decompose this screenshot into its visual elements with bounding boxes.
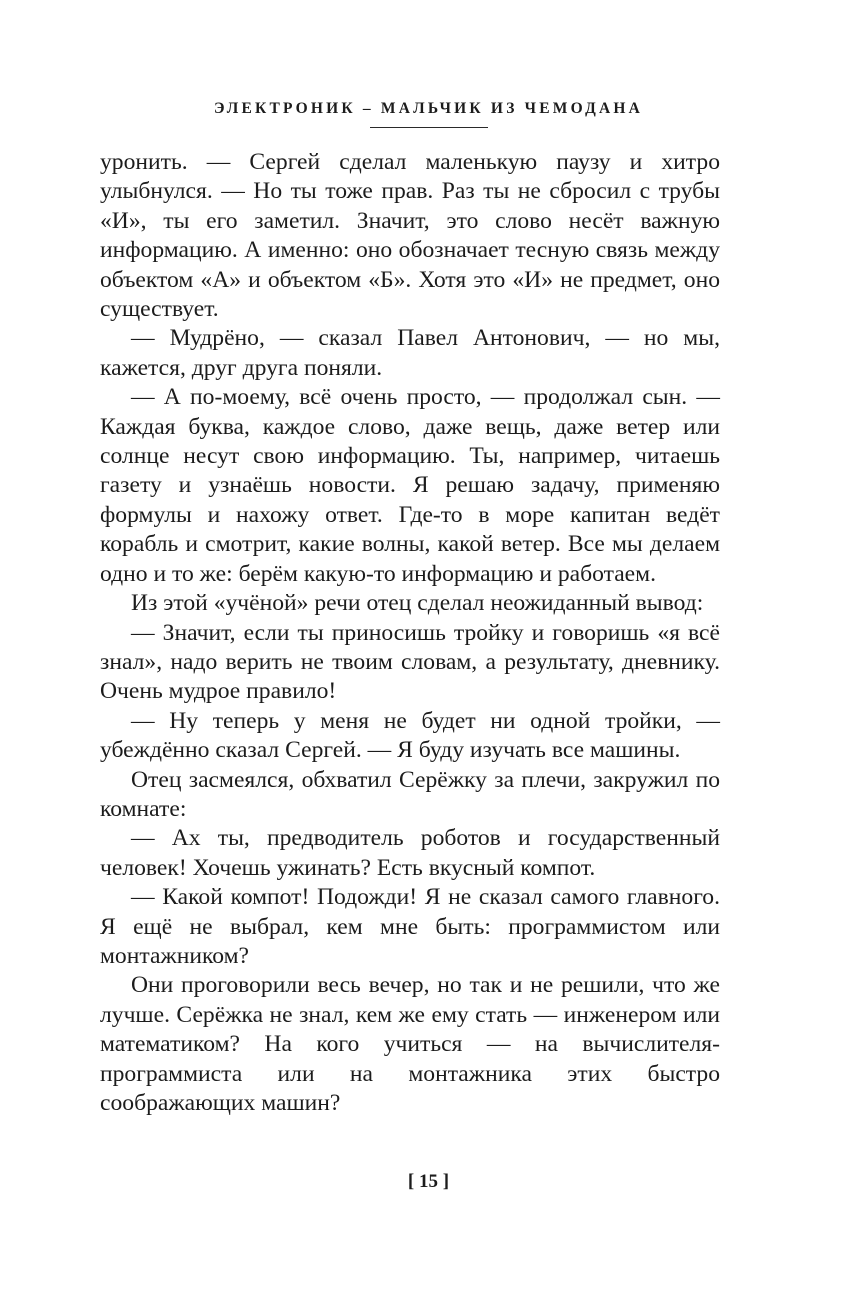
paragraph: — Ах ты, предводитель роботов и государственный человек! Хочешь ужинать? Есть вкусный компот. xyxy=(100,825,720,881)
page-number: [ 15 ] xyxy=(407,1171,450,1192)
paragraph: — А по-моему, всё очень просто, — продолжал сын. — Каждая буква, каждое слово, даже вещь, даже ветер или солнце несут свою информацию. Ты, например, читаешь газету и узнаёшь новости. Я решаю задачу, применяю формулы и нахожу ответ. Где-то в море капитан ведёт корабль и смотрит, какие волны, какой ветер. Все мы делаем одно и то же: берём какую-то информацию и работаем. xyxy=(100,384,720,587)
paragraph: — Ну теперь у меня не будет ни одной тройки, — убеждённо сказал Сергей. — Я буду изучать все машины. xyxy=(100,707,720,764)
running-head-rule xyxy=(370,127,488,128)
body-text xyxy=(100,148,720,1118)
paragraph: — Мудрёно, — сказал Павел Антонович, — но мы, кажется, друг друга поняли. xyxy=(100,325,720,381)
paragraph: — Значит, если ты приносишь тройку и говоришь «я всё знал», надо верить не твоим словам, а результату, дневнику. Очень мудрое правило! xyxy=(100,619,720,705)
running-head: ЭЛЕКТРОНИК – МАЛЬЧИК ИЗ ЧЕМОДАНА xyxy=(214,100,643,117)
paragraph: уронить. — Сергей сделал маленькую паузу и хитро улыбнулся. — Но ты тоже прав. Раз ты не сбросил с трубы «И», ты его заметил. Значит, это слово несёт важную информацию. А именно: оно обозначает тесную связь между объектом «А» и объектом «Б». Хотя это «И» не предмет, оно существует. xyxy=(100,149,720,323)
paragraph: Они проговорили весь вечер, но так и не решили, что же лучше. Серёжка не знал, кем же ему стать — инженером или математиком? На кого учиться — на вычислителя-программиста или на монтажника этих быстро соображающих машин? xyxy=(100,972,720,1116)
paragraph: Отец засмеялся, обхватил Серёжку за плечи, закружил по комнате: xyxy=(100,766,720,822)
paragraph: Из этой «учёной» речи отец сделал неожиданный вывод: xyxy=(131,590,704,617)
paragraph: — Какой компот! Подожди! Я не сказал самого главного. Я ещё не выбрал, кем мне быть: программистом или монтажником? xyxy=(100,884,720,969)
